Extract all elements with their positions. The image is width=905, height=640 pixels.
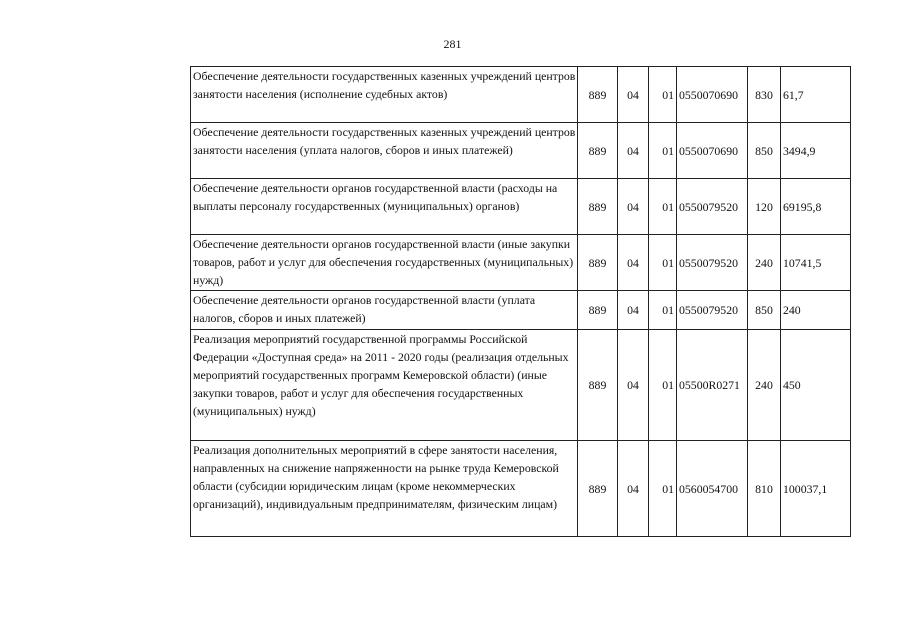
subsection-code: 01 (649, 179, 677, 235)
amount-value: 3494,9 (781, 123, 851, 179)
section-code: 04 (618, 179, 649, 235)
table-row (191, 441, 851, 537)
expense-description: Обеспечение деятельности государственных казенных учреждений центров занятости населения (уплата налогов, сборов и иных платежей) (191, 123, 578, 179)
target-article-code: 05500R0271 (677, 330, 748, 441)
ministry-code: 889 (578, 441, 618, 537)
ministry-code: 889 (578, 179, 618, 235)
table-row (191, 330, 851, 441)
subsection-code: 01 (649, 291, 677, 330)
subsection-code: 01 (649, 441, 677, 537)
expense-type-code: 240 (748, 235, 781, 291)
expense-type-code: 850 (748, 291, 781, 330)
subsection-code: 01 (649, 67, 677, 123)
target-article-code: 0560054700 (677, 441, 748, 537)
ministry-code: 889 (578, 330, 618, 441)
section-code: 04 (618, 330, 649, 441)
budget-table (190, 66, 851, 537)
expense-description: Реализация мероприятий государственной программы Российской Федерации «Доступная среда» на 2011 - 2020 годы (реализация отдельных мероприятий государственных программ Кемеровской области) (иные закупки товаров, работ и услуг для обеспечения государственных (муниципальных) нужд) (191, 330, 578, 441)
ministry-code: 889 (578, 235, 618, 291)
amount-value: 69195,8 (781, 179, 851, 235)
section-code: 04 (618, 291, 649, 330)
subsection-code: 01 (649, 235, 677, 291)
expense-type-code: 120 (748, 179, 781, 235)
subsection-code: 01 (649, 123, 677, 179)
amount-value: 10741,5 (781, 235, 851, 291)
table-row (191, 291, 851, 330)
amount-value: 450 (781, 330, 851, 441)
amount-value: 240 (781, 291, 851, 330)
expense-type-code: 830 (748, 67, 781, 123)
expense-description: Обеспечение деятельности органов государственной власти (иные закупки товаров, работ и услуг для обеспечения государственных (муниципальных) нужд) (191, 235, 578, 291)
ministry-code: 889 (578, 291, 618, 330)
expense-description: Обеспечение деятельности органов государственной власти (уплата налогов, сборов и иных платежей) (191, 291, 578, 330)
amount-value: 100037,1 (781, 441, 851, 537)
subsection-code: 01 (649, 330, 677, 441)
target-article-code: 0550070690 (677, 67, 748, 123)
section-code: 04 (618, 123, 649, 179)
expense-description: Обеспечение деятельности государственных казенных учреждений центров занятости населения (исполнение судебных актов) (191, 67, 578, 123)
expense-type-code: 240 (748, 330, 781, 441)
amount-value: 61,7 (781, 67, 851, 123)
expense-type-code: 850 (748, 123, 781, 179)
section-code: 04 (618, 67, 649, 123)
target-article-code: 0550079520 (677, 291, 748, 330)
expense-description: Реализация дополнительных мероприятий в сфере занятости населения, направленных на снижение напряженности на рынке труда Кемеровской области (субсидии юридическим лицам (кроме некоммерческих организаций), индивидуальным предпринимателям, физическим лицам) (191, 441, 578, 537)
table-row (191, 123, 851, 179)
ministry-code: 889 (578, 123, 618, 179)
target-article-code: 0550079520 (677, 179, 748, 235)
target-article-code: 0550079520 (677, 235, 748, 291)
table-row (191, 67, 851, 123)
page-number: 281 (443, 37, 462, 51)
section-code: 04 (618, 441, 649, 537)
expense-description: Обеспечение деятельности органов государственной власти (расходы на выплаты персоналу государственных (муниципальных) органов) (191, 179, 578, 235)
section-code: 04 (618, 235, 649, 291)
target-article-code: 0550070690 (677, 123, 748, 179)
ministry-code: 889 (578, 67, 618, 123)
table-row (191, 179, 851, 235)
table-row (191, 235, 851, 291)
expense-type-code: 810 (748, 441, 781, 537)
